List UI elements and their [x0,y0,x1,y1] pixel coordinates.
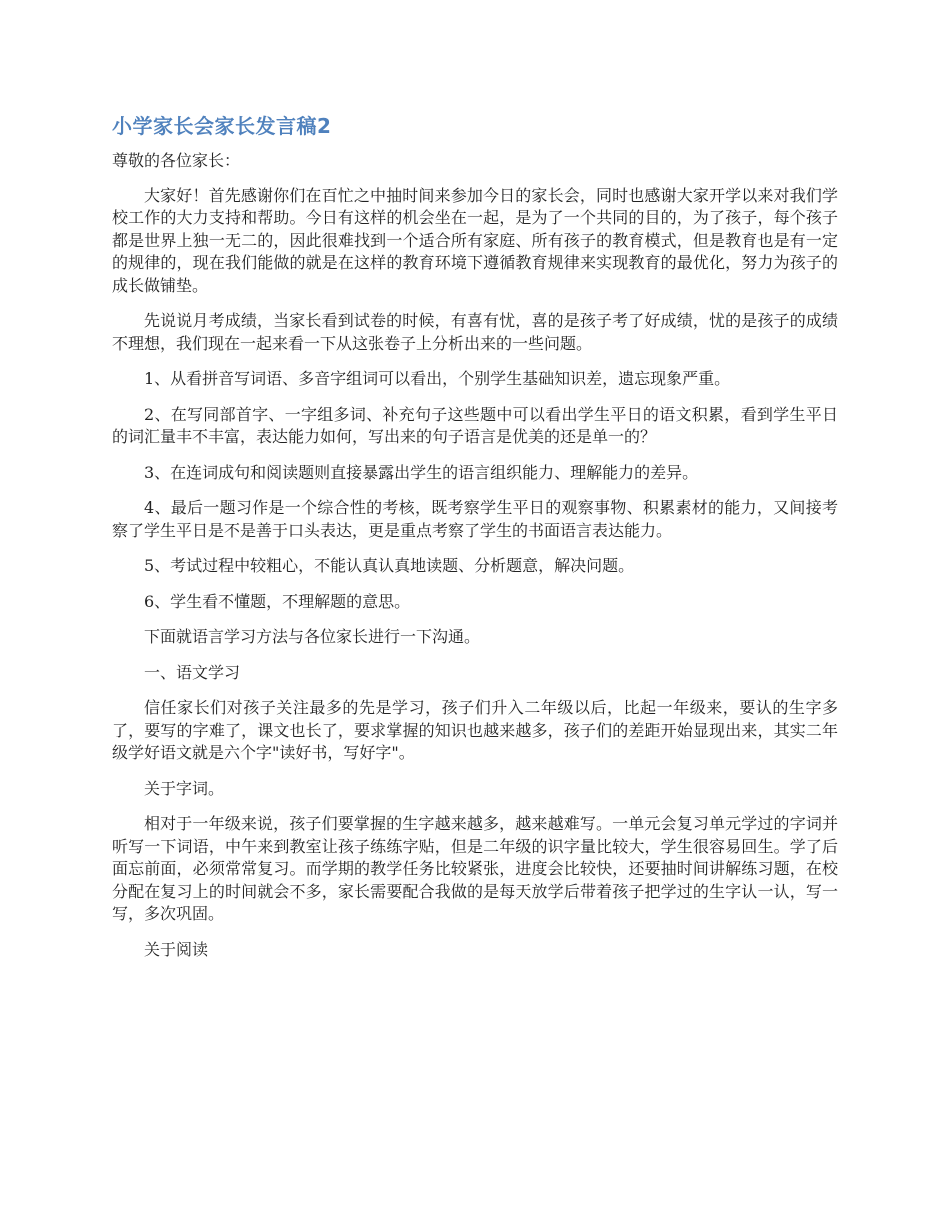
subheading-words: 关于字词。 [144,778,225,798]
subheading-reading: 关于阅读 [144,939,209,959]
paragraph-study-focus: 信任家长们对孩子关注最多的先是学习，孩子们升入二年级以后，比起一年级来，要认的生字多了，要写的字难了，课文也长了，要求掌握的知识也越来越多，孩子们的差距开始显现出来，其实二年级学好语文就是六个字"读好书，写好字"。 [112,698,838,762]
list-item-problem-1: 1、从看拼音写词语、多音字组词可以看出，个别学生基础知识差，遗忘现象严重。 [144,369,731,388]
document-page [112,112,838,974]
list-item-problem-4: 4、最后一题习作是一个综合性的考核，既考察学生平日的观察事物、积累素材的能力，又间接考察了学生平日是不是善于口头表达，更是重点考察了学生的书面语言表达能力。 [112,498,838,540]
paragraph-transition: 下面就语言学习方法与各位家长进行一下沟通。 [144,627,481,646]
paragraph-words: 相对于一年级来说，孩子们要掌握的生字越来越多，越来越难写。一单元会复习单元学过的字词并听写一下词语，中午来到教室让孩子练练字贴，但是二年级的识字量比较大，学生很容易回生。学了后面忘前面，必须常常复习。而学期的教学任务比较紧张，进度会比较快，还要抽时间讲解练习题，在校分配在复习上的时间就会不多，家长需要配合我做的是每天放学后带着孩子把学过的生字认一认，写一写，多次巩固。 [112,814,838,923]
section-heading-chinese-study: 一、语文学习 [144,662,241,682]
document-title: 小学家长会家长发言稿2 [112,114,332,138]
list-item-problem-3: 3、在连词成句和阅读题则直接暴露出学生的语言组织能力、理解能力的差异。 [144,462,699,482]
list-item-problem-5: 5、考试过程中较粗心，不能认真认真地读题、分析题意，解决问题。 [144,556,635,575]
greeting: 尊敬的各位家长： [112,151,241,170]
list-item-problem-2: 2、在写同部首字、一字组多词、补充句子这些题中可以看出学生平日的语文积累，看到学生平日的词汇量丰不丰富，表达能力如何，写出来的句子语言是优美的还是单一的？ [112,404,838,446]
paragraph-intro: 大家好！首先感谢你们在百忙之中抽时间来参加今日的家长会，同时也感谢大家开学以来对我们学校工作的大力支持和帮助。今日有这样的机会坐在一起，是为了一个共同的目的，为了孩子，每个孩子都是世界上独一无二的，因此很难找到一个适合所有家庭、所有孩子的教育模式，但是教育也是有一定的规律的，现在我们能做的就是在这样的教育环境下遵循教育规律来实现教育的最优化，努力为孩子的成长做铺垫。 [112,185,838,295]
paragraph-exam-results: 先说说月考成绩，当家长看到试卷的时候，有喜有忧，喜的是孩子考了好成绩，忧的是孩子的成绩不理想，我们现在一起来看一下从这张卷子上分析出来的一些问题。 [112,311,838,353]
list-item-problem-6: 6、学生看不懂题，不理解题的意思。 [144,591,411,611]
